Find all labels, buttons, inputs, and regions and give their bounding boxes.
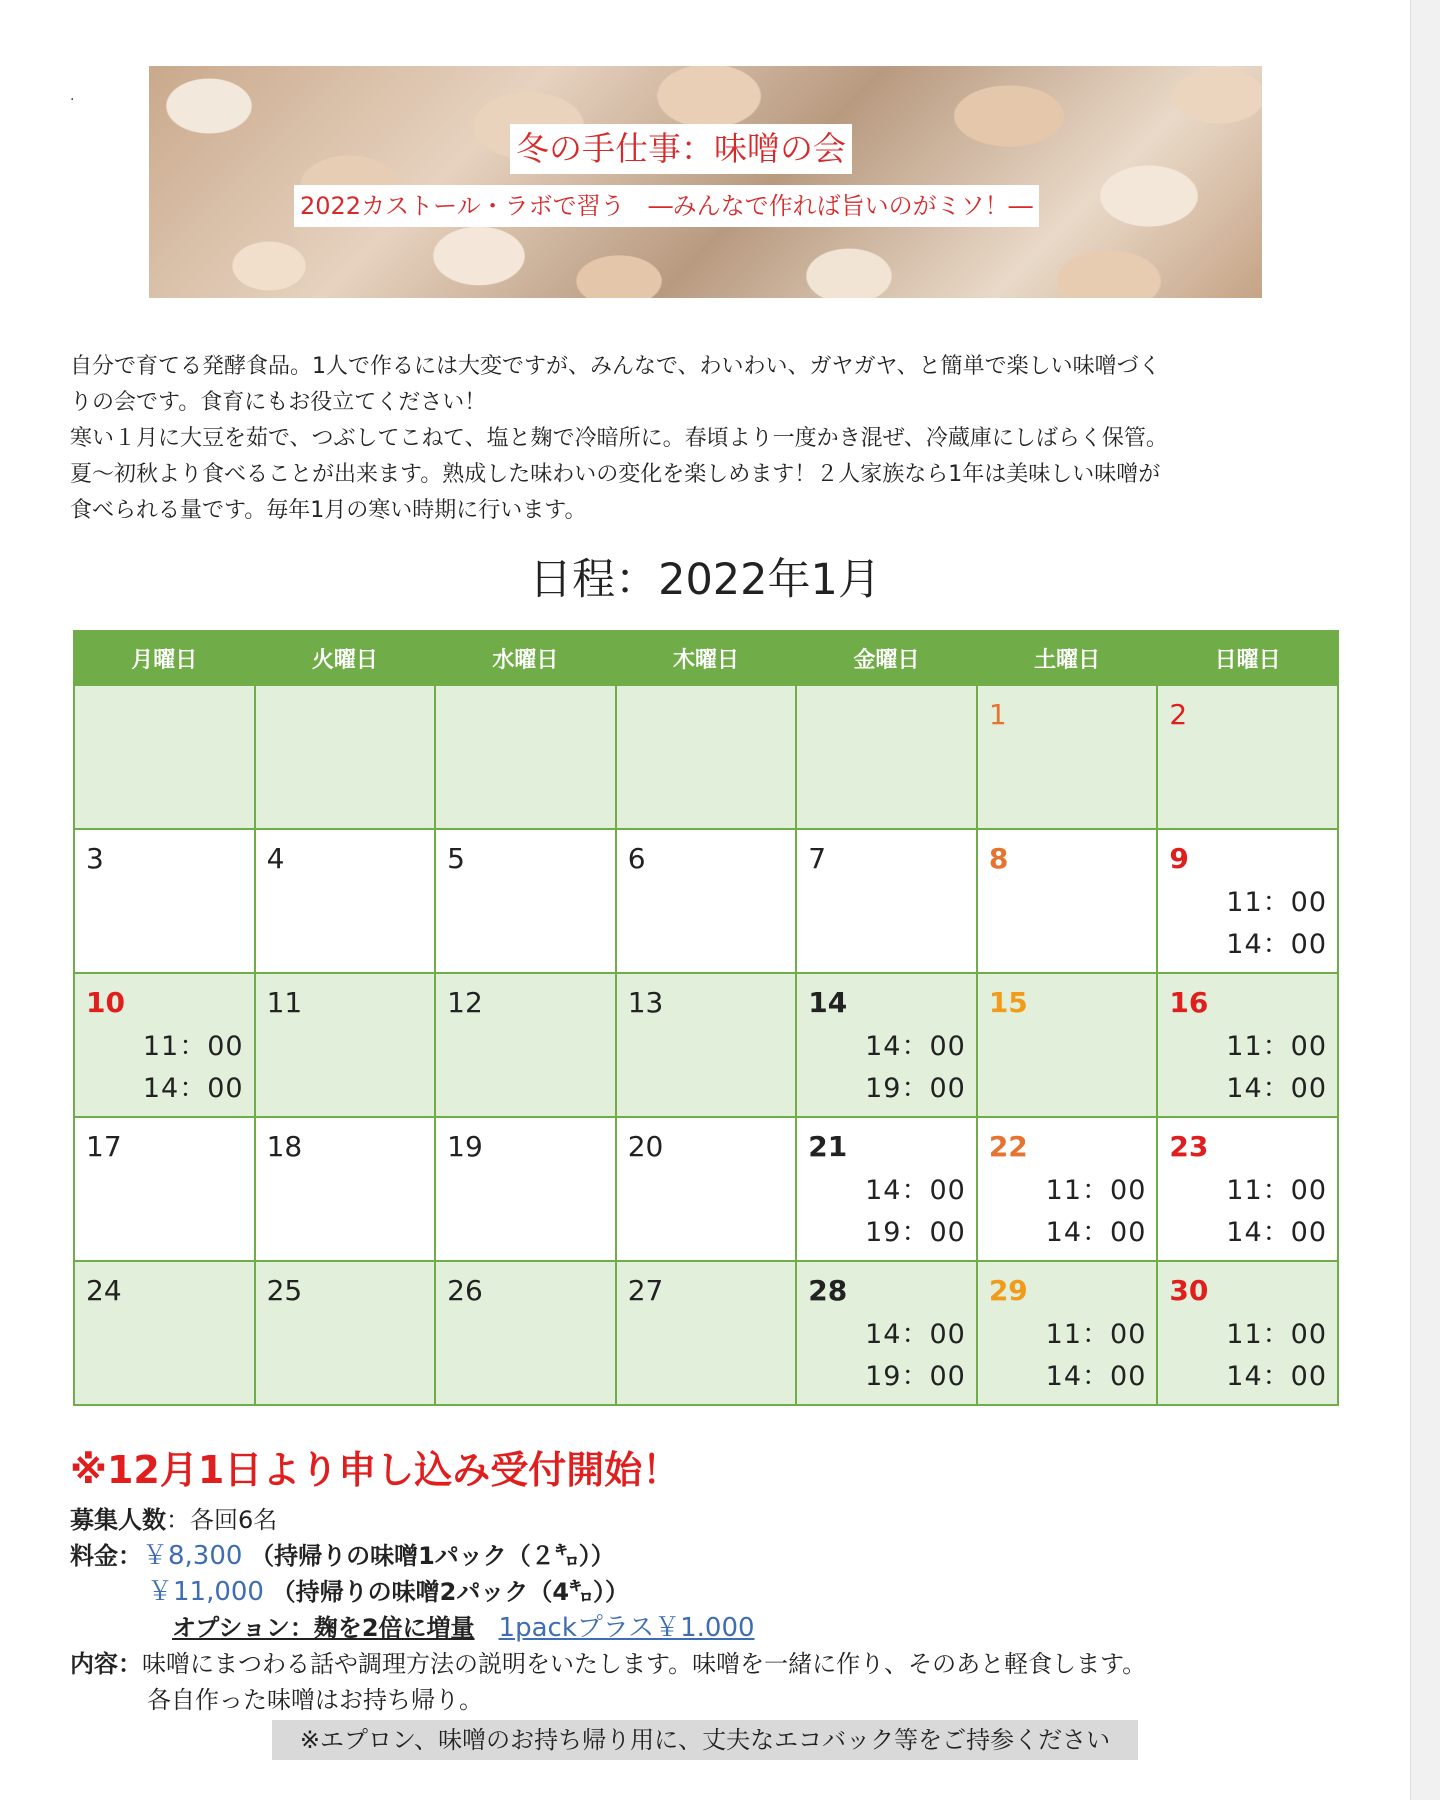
day-number: 4 <box>266 842 285 875</box>
calendar-day-cell <box>435 973 616 1117</box>
day-number: 26 <box>447 1274 483 1307</box>
session-time: 14：00 <box>865 1031 966 1062</box>
intro-line: りの会です。食育にもお役立てください！ <box>70 390 487 415</box>
calendar-day-cell <box>977 829 1158 973</box>
day-number: 24 <box>86 1274 122 1307</box>
intro-line: 寒い１月に大豆を茹で、つぶしてこねて、塩と麹で冷暗所に。春頃より一度かき混ぜ、冷蔵庫にしばらく保管。 <box>70 426 1168 451</box>
weekday-header: 土曜日 <box>977 631 1158 685</box>
session-time: 14：00 <box>865 1319 966 1350</box>
day-number: 2 <box>1169 698 1188 731</box>
day-number: 11 <box>266 986 303 1019</box>
session-times <box>1226 1026 1327 1110</box>
weekday-header: 火曜日 <box>255 631 436 685</box>
calendar-day-cell <box>796 685 977 829</box>
calendar-day-cell <box>435 829 616 973</box>
day-number: 28 <box>808 1274 848 1307</box>
day-number: 1 <box>988 698 1007 731</box>
calendar-day-cell <box>74 829 255 973</box>
session-times <box>1226 882 1327 966</box>
fee-row-2 <box>70 1574 1370 1610</box>
page-edge <box>1410 0 1440 1800</box>
session-time: 19：00 <box>865 1361 966 1392</box>
calendar-day-cell <box>616 1117 797 1261</box>
intro-line: 食べられる量です。毎年1月の寒い時期に行います。 <box>70 498 587 523</box>
day-number: 9 <box>1169 842 1189 875</box>
header-banner <box>149 66 1262 298</box>
session-time: 14：00 <box>1226 1073 1327 1104</box>
content-text: 味噌にまつわる話や調理方法の説明をいたします。味噌を一緒に作り、そのあと軽食します。 <box>142 1650 1147 1678</box>
calendar-body <box>74 685 1338 1405</box>
day-number: 18 <box>266 1130 303 1163</box>
calendar-day-cell <box>796 1117 977 1261</box>
calendar-week-row <box>74 1117 1338 1261</box>
calendar-week-row <box>74 829 1338 973</box>
day-number: 6 <box>627 842 646 875</box>
calendar-day-cell <box>435 1117 616 1261</box>
calendar <box>73 630 1339 1406</box>
session-times <box>1046 1314 1147 1398</box>
day-number: 22 <box>988 1130 1028 1163</box>
calendar-day-cell <box>255 829 436 973</box>
session-time: 11：00 <box>1045 1319 1147 1350</box>
calendar-day-cell <box>74 685 255 829</box>
intro-line: 夏～初秋より食べることが出来ます。熟成した味わいの変化を楽しめます！２人家族なら1年は美味しい味噌が <box>70 462 1161 487</box>
content-row <box>70 1646 1370 1682</box>
session-time: 14：00 <box>1226 929 1327 960</box>
capacity-label: 募集人数 <box>70 1506 166 1534</box>
content-row-2 <box>70 1682 1370 1718</box>
option-label: オプション：麹を2倍に増量 <box>172 1614 475 1642</box>
session-time: 14：00 <box>1045 1361 1147 1392</box>
session-time: 14：00 <box>1226 1361 1327 1392</box>
calendar-week-row <box>74 1261 1338 1405</box>
day-number: 16 <box>1169 986 1209 1019</box>
weekday-header: 金曜日 <box>796 631 977 685</box>
day-number: 23 <box>1169 1130 1209 1163</box>
calendar-day-cell <box>74 1261 255 1405</box>
calendar-day-cell <box>977 1261 1158 1405</box>
calendar-day-cell <box>616 973 797 1117</box>
session-times <box>1046 1170 1147 1254</box>
calendar-week-row <box>74 685 1338 829</box>
calendar-day-cell <box>977 973 1158 1117</box>
calendar-day-cell <box>1157 1261 1338 1405</box>
day-number: 27 <box>627 1274 664 1307</box>
session-times <box>865 1314 966 1398</box>
session-time: 11：00 <box>1226 1175 1327 1206</box>
fee-label: 料金： <box>70 1542 142 1570</box>
day-number: 5 <box>447 842 465 875</box>
capacity-row <box>70 1502 1370 1538</box>
session-times <box>1226 1170 1327 1254</box>
day-number: 15 <box>988 986 1028 1019</box>
calendar-week-row <box>74 973 1338 1117</box>
session-times <box>143 1026 244 1110</box>
bring-items-note: ※エプロン、味噌のお持ち帰り用に、丈夫なエコバック等をご持参ください <box>272 1720 1138 1760</box>
calendar-day-cell <box>255 973 436 1117</box>
calendar-header-row <box>74 631 1338 685</box>
fee-price-2: ￥11,000 <box>147 1577 264 1607</box>
schedule-title: 日程：2022年1月 <box>529 555 881 605</box>
event-details <box>70 1502 1370 1718</box>
day-number: 17 <box>86 1130 122 1163</box>
weekday-header: 日曜日 <box>1157 631 1338 685</box>
day-number: 29 <box>988 1274 1028 1307</box>
day-number: 30 <box>1169 1274 1209 1307</box>
content-label: 内容： <box>70 1650 142 1678</box>
banner-title: 冬の手仕事：味噌の会 <box>510 124 852 174</box>
calendar-day-cell <box>616 685 797 829</box>
session-time: 11：00 <box>1045 1175 1147 1206</box>
session-time: 11：00 <box>1226 1319 1327 1350</box>
intro-text <box>70 349 1360 529</box>
calendar-day-cell <box>255 1117 436 1261</box>
fee-row <box>70 1538 1370 1574</box>
session-times <box>865 1026 966 1110</box>
stray-mark: . <box>70 88 75 104</box>
day-number: 25 <box>266 1274 303 1307</box>
session-time: 19：00 <box>865 1217 966 1248</box>
calendar-day-cell <box>255 1261 436 1405</box>
calendar-day-cell <box>1157 829 1338 973</box>
calendar-day-cell <box>616 1261 797 1405</box>
calendar-day-cell <box>255 685 436 829</box>
day-number: 14 <box>808 986 848 1019</box>
calendar-day-cell <box>1157 685 1338 829</box>
intro-line: 自分で育てる発酵食品。1人で作るには大変ですが、みんなで、わいわい、ガヤガヤ、と簡単で楽しい味噌づく <box>70 354 1161 379</box>
day-number: 19 <box>447 1130 483 1163</box>
session-time: 19：00 <box>865 1073 966 1104</box>
fee-note-1: （持帰りの味噌1パック（２㌔）） <box>250 1542 615 1570</box>
day-number: 7 <box>808 842 827 875</box>
session-time: 14：00 <box>865 1175 966 1206</box>
day-number: 13 <box>627 986 664 1019</box>
session-time: 11：00 <box>1226 887 1327 918</box>
session-times <box>1226 1314 1327 1398</box>
calendar-day-cell <box>977 685 1158 829</box>
day-number: 20 <box>627 1130 664 1163</box>
session-time: 11：00 <box>142 1031 244 1062</box>
calendar-day-cell <box>435 1261 616 1405</box>
calendar-day-cell <box>74 973 255 1117</box>
option-row <box>70 1610 1370 1646</box>
session-time: 14：00 <box>1226 1217 1327 1248</box>
calendar-day-cell <box>977 1117 1158 1261</box>
day-number: 12 <box>447 986 483 1019</box>
calendar-day-cell <box>616 829 797 973</box>
capacity-value: ：各回6名 <box>166 1506 278 1534</box>
session-time: 14：00 <box>142 1073 244 1104</box>
calendar-day-cell <box>796 973 977 1117</box>
day-number: 21 <box>808 1130 848 1163</box>
registration-notice: ※12月1日より申し込み受付開始！ <box>70 1448 681 1492</box>
weekday-header: 木曜日 <box>616 631 797 685</box>
calendar-day-cell <box>1157 1117 1338 1261</box>
session-times <box>865 1170 966 1254</box>
calendar-day-cell <box>1157 973 1338 1117</box>
calendar-day-cell <box>74 1117 255 1261</box>
session-time: 11：00 <box>1226 1031 1327 1062</box>
weekday-header: 水曜日 <box>435 631 616 685</box>
fee-note-2: （持帰りの味噌2パック（4㌔）） <box>271 1578 630 1606</box>
fee-price-1: ￥8,300 <box>142 1541 243 1571</box>
day-number: 3 <box>86 842 104 875</box>
banner-subtitle: 2022カストール・ラボで習う ―みんなで作れば旨いのがミソ！― <box>294 185 1039 227</box>
weekday-header: 月曜日 <box>74 631 255 685</box>
calendar-day-cell <box>435 685 616 829</box>
day-number: 10 <box>86 986 125 1019</box>
day-number: 8 <box>988 842 1009 875</box>
session-time: 14：00 <box>1045 1217 1147 1248</box>
option-price: 1packプラス￥1.000 <box>498 1613 755 1643</box>
calendar-day-cell <box>796 829 977 973</box>
content-text-2: 各自作った味噌はお持ち帰り。 <box>147 1686 483 1714</box>
calendar-day-cell <box>796 1261 977 1405</box>
